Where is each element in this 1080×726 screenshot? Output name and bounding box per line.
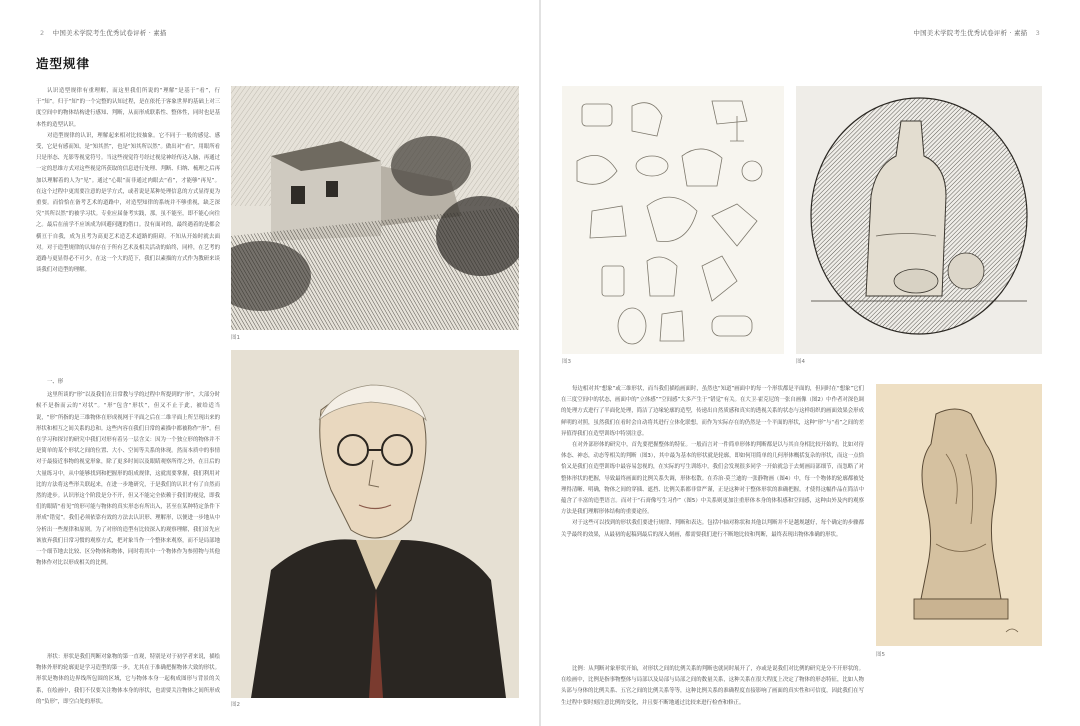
left-text-column-footer xyxy=(36,652,220,708)
figure-2-portrait-drawing xyxy=(231,350,519,698)
right-text-column-footer xyxy=(561,664,864,712)
still-life-etching-image xyxy=(796,86,1042,354)
paragraph: 对造型规律的认识，理解起来相对比较抽象。它不同于一般的感觉、感受，它是有感而知，是“知其然”，也是“知其所以然”。做出对“看”，用眼所看只是形态、光影等视觉符号。当这些视觉符号经过视觉神经传达入脑，再通过一定的思维方式对这些视觉所获取的信息进行处理、判断、归纳、梳理之后再加以理解着的人为“见”。通过“心眼”而非通过肉眼去“看”，才能够“再见”。在这个过程中更需要注意的是学方式，或者说是某种处理信息的方式显得更为重要。而恰恰在备考艺术的道路中，对造型知律的系统并不够重视，缺乏深究“其所以然”的被学习状。专业应届备考实践，那，虽不能至，即不能心向往之。最后在前学不应该成为回避问题的借口。没有面对的，最终遇着的是都会横亘于自我，成为且考为高更艺术造艺术道路的阻碍。不知从开始时就去面对。对于造型规律的认知存在于所有艺术及相关活动的始终，同样，在艺考的道路与更显得必不可少，在这一个大的范下，我们以素描的方式作为教研来谈谈我们对造型的理解。 xyxy=(36,132,220,274)
figure-1-landscape-etching xyxy=(231,86,519,330)
figure-1-caption: 图1 xyxy=(231,335,240,341)
left-text-column-top xyxy=(36,86,220,360)
portrait-drawing-image xyxy=(231,350,519,698)
left-text-column-bottom xyxy=(36,370,220,648)
figure-2-caption: 图2 xyxy=(231,702,240,708)
right-text-column xyxy=(561,384,864,660)
right-running-title: 中国美术学院考生优秀试卷评析 · 素描 xyxy=(913,29,1028,37)
left-running-title: 中国美术学院考生优秀试卷评析 · 素描 xyxy=(52,29,167,37)
left-page-number: 2 xyxy=(40,29,45,37)
paragraph: 比例：从判断对象形状开始，对形状之间的比例关系的判断也就同时展开了，亦或是说我们对比例的研究是分不开形状的。在绘画中，比例是指事物整体与局部以及局部与局部之间的数量关系，这种关系在很大程度上决定了物体的形态特征，比如人物头部与身体的比例关系、五官之间的比例关系等等，这种比例关系的准确程度直接影响了画面的真实性和可信度，因此我们在写生过程中要时刻注意比例的变化，并且要不断地通过比较来进行检查和修正。 xyxy=(561,666,864,706)
figure-3-object-sketches xyxy=(562,86,784,354)
figure-3-caption: 图3 xyxy=(562,359,571,365)
section-title: 造型规律 xyxy=(36,56,91,71)
figure-5-torso-drawing xyxy=(876,384,1042,646)
figure-4-caption: 图4 xyxy=(796,359,805,365)
object-sketches-image xyxy=(562,86,784,354)
paragraph: 认识造型规律有重理解，而这里我们所说的“理解”是基于“看”，行于“知”。归于“知”的一个完整的认知过程，是在依托于客象世界的基础上对三度空间中的物体结构进行感知、判断，从而形成联系性、整体性，同时也是基本性的造型认识。 xyxy=(36,88,220,128)
page-spine xyxy=(539,0,541,726)
left-page-header xyxy=(34,28,167,37)
paragraph: 对于这些可以找到的形状我们要进行规律、判断和表达。包括中轴对称状和其他以判断并不是越规越好，每个确定的步骤都关乎最终的效果，从最初的起稿到最后的深入刻画，都需要我们进行不断地比较和判断，最终表现出物体准确的形状。 xyxy=(561,520,864,538)
right-page-header xyxy=(913,28,1046,37)
paragraph: 这里所谈的“形”以及我们在日常教与学的过程中所提到的“形”，大部分时候不是指而云的“对状”。“形”包含“形状”，但又不止于此，被给适当说，“形”所指的是三维物体在形成视网于平面之后在二维平面上所呈现出来的形状和相互之间关系的总和。这些内容在我们日常的素描中都被称作“形”。但在学习和探讨的研究中我们对形有着另一层含义：因为一个独立形的物体并不是简单的某个形状之间的位置、大小、空间等关系的体现。然而本质中的事情对于最接近事物的视觉形象，除了更多时间以及眼睛观察所得之外，在日后的大量练习中，从中能够找到和把握形的组成规律，这就需要掌握，我们利用对比的方法将这些形关联起来，在进一步地研究，于是我们的认识才有了自然而然的进步。认识形这个阶段是分不开，但又不能完全依赖于我们的视觉，即我们的眼睛“看见”的形可能与物体的真实形态有所出入，甚至在某种特定条件下形成“错觉”。我们必须依靠有效的方法去认识形、理解形，以便进一步地从中分析出一些规律和原则。为了对形的造型有比较深入的观察理解，我们首先应该放弃我们日常习惯的观察方式，把对象当作一个整体来观察，而不是局部地一个细节地去比较、区分物体和物体，同时将其中一个物体作为参照物与其他物体作对比以形成相关的比例。 xyxy=(36,392,220,567)
figure-4-still-life-etching xyxy=(796,86,1042,354)
torso-drawing-image xyxy=(876,384,1042,646)
paragraph: 形状：形状是我们判断对象物的第一直观，特别是对于初学者来说，描绘物体外形的轮廓更是学习造型的第一步，尤其在于准确把握物体大致的形状。形状是物体的边界线所包围的区域，它与物体本身一起构成图形与背景的关系，在绘画中，我们不仅要关注物体本身的形状，也需要关注物体之间所形成的“负形”，即空白处的形状。 xyxy=(36,654,220,705)
figure-5-caption: 图5 xyxy=(876,652,885,658)
subheading: 一、形 xyxy=(47,379,64,385)
landscape-etching-image xyxy=(231,86,519,330)
paragraph: 每边相对其“想象”或三维形状，而当我们描绘画面时，虽然也“知道”画面中的每一个形状都是平面的，但同时在“想象”它们在三度空间中的状态，画面中的“立体感”“空间感”大多产生于“错觉”有关。在大卫·霍克尼的一张自画像（图2）中作者对深色调的处理方式进行了半面化处理，简洁了边缘轮廓的造型，传递出自然质感和真实的透视关系的状态与这样组织的画面效果会形成鲜明的对照，虽然我们在看时会自动将其进行立体化联想，而作为实际存在的仍然是一个平面的形状，这种“形”与“看”之间的差异值得我们在造型训练中特别注意。 xyxy=(561,386,864,437)
right-page-number: 3 xyxy=(1035,29,1040,37)
paragraph: 在对外部形体的研究中，首先要把握整体的特征。一般而言对一件简单形体的判断都是以与其自身相比较开始的，比如对待体态、神态，动态等相关的判断（图3），其中最为基本的形状就是轮廓，即如何用简单的几何形体概括复杂的形状，而这一点恰恰又是我们在造型训练中最容易忽视的，在实际的写生训练中，我们会发现很多同学一开始就急于去刻画局部细节，而忽略了对整体形状的把握，导致最终画面的比例关系失调，形体松散。在乔治·莫兰迪的一张静物画（图4）中，每一个物体的轮廓都被处理得清晰、明确，物体之间的穿插、遮挡、比例关系都非常严谨，正是这种对于整体形状的准确把握，才使得这幅作品在简洁中蕴含了丰富的造型语言。而对于“石膏像写生习作”（图5）中关系则更加注重形体本身的体积感和空间感，这种由外及内的观察方法是我们理解形体结构的重要途径。 xyxy=(561,442,864,516)
